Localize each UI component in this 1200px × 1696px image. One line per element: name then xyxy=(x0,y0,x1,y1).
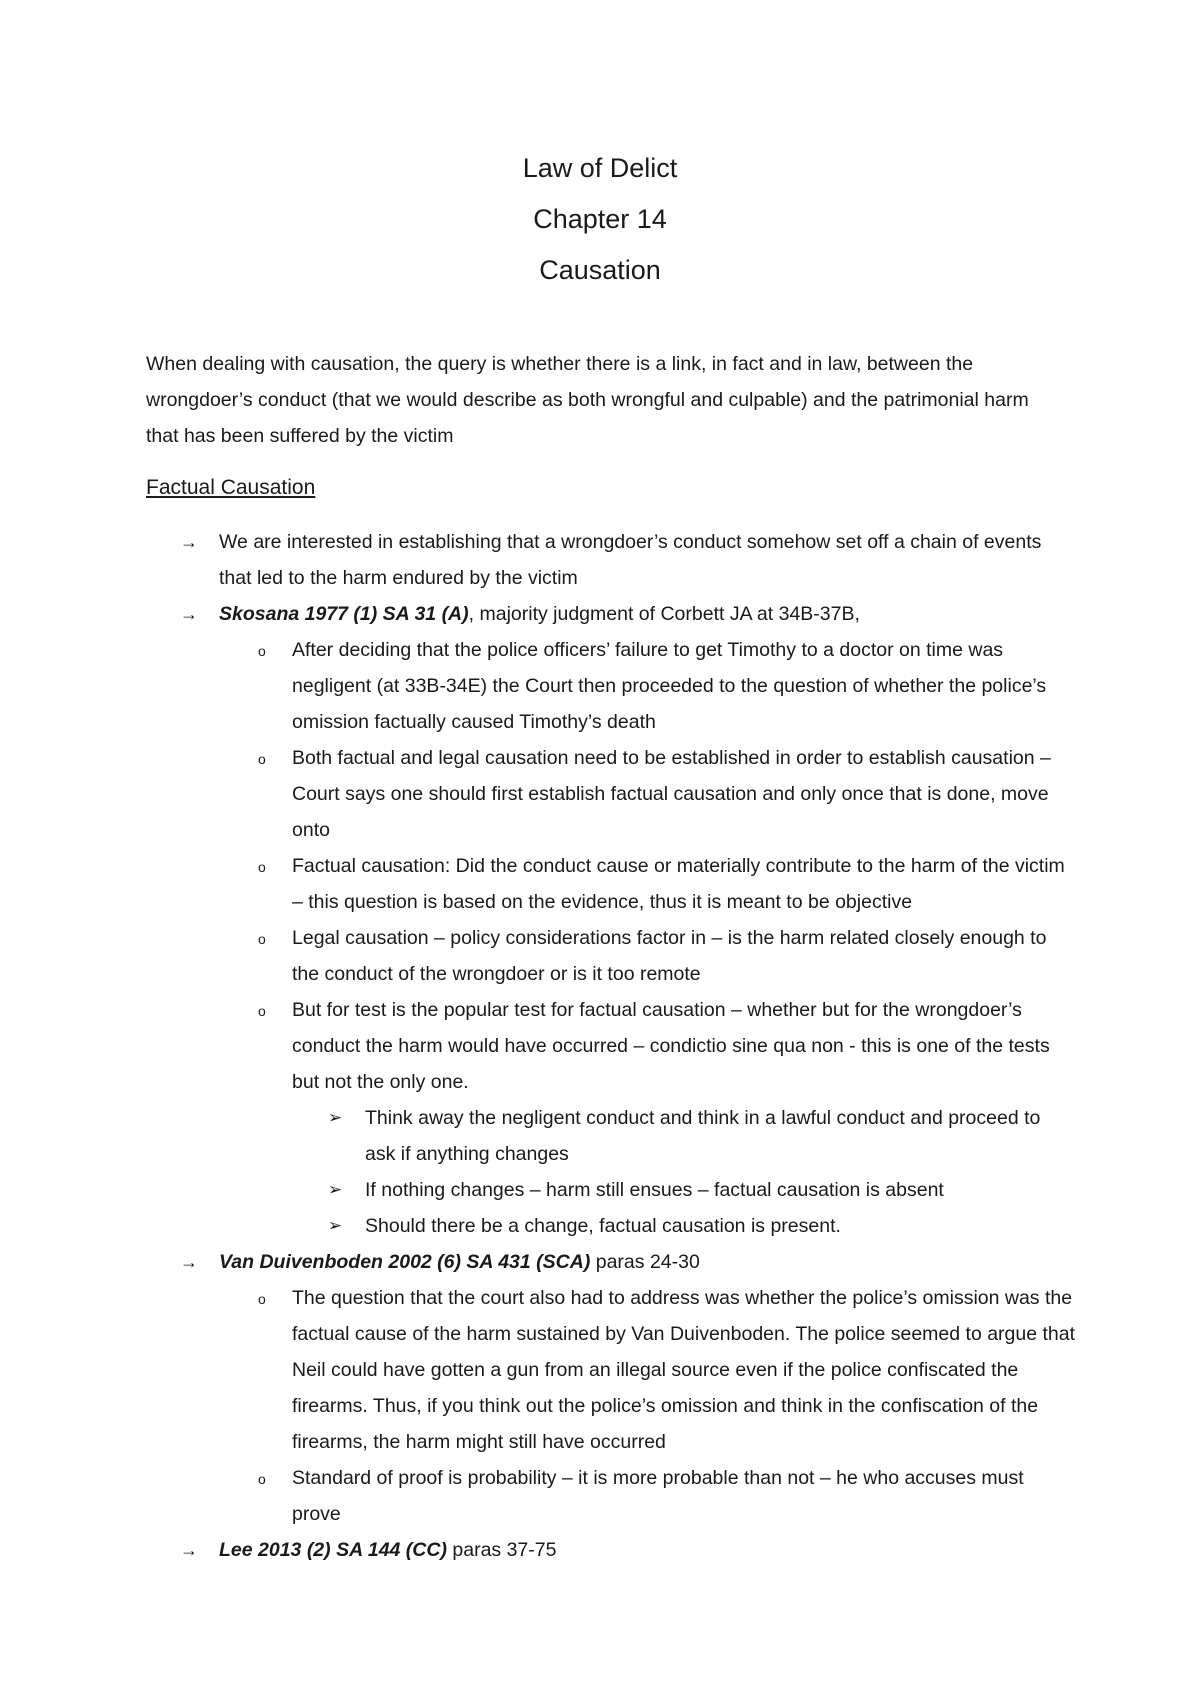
circle-bullet-icon: o xyxy=(258,751,266,767)
sub-sub-list-item xyxy=(146,1100,1076,1172)
case-citation: Skosana 1977 (1) SA 31 (A) xyxy=(219,603,469,625)
arrow-bullet-icon: → xyxy=(180,1540,198,1560)
sub-sub-item-text: Should there be a change, factual causation is present. xyxy=(365,1215,841,1237)
bullet-text: paras 37-75 xyxy=(446,1539,557,1561)
circle-bullet-icon: o xyxy=(258,1291,266,1307)
sub-sub-list-item xyxy=(146,1172,1076,1208)
bullet-text: , majority judgment of Corbett JA at 34B-37B, xyxy=(468,603,860,625)
circle-bullet-icon: o xyxy=(258,859,266,875)
sub-list-item xyxy=(146,848,1076,920)
title-block xyxy=(0,143,1200,296)
list-item xyxy=(146,1244,1076,1280)
case-citation: Van Duivenboden 2002 (6) SA 431 (SCA) xyxy=(219,1251,591,1273)
sub-sub-item-text: Think away the negligent conduct and think in a lawful conduct and proceed to ask if anything changes xyxy=(365,1107,1041,1165)
intro-paragraph: When dealing with causation, the query is whether there is a link, in fact and in law, between the wrongdoer’s conduct (that we would describe as both wrongful and culpable) and the patrimonial harm that has been suffered by the victim xyxy=(146,353,1029,447)
sub-list-item xyxy=(146,1280,1076,1460)
sub-sub-list-item xyxy=(146,1208,1076,1244)
sub-item-text: Both factual and legal causation need to be established in order to establish causation – Court says one should first establish factual causation and only once that is done, move onto xyxy=(292,747,1051,841)
outline-list xyxy=(146,524,1076,1568)
sub-sub-item-text: If nothing changes – harm still ensues – factual causation is absent xyxy=(365,1179,944,1201)
topic-title: Causation xyxy=(539,255,661,285)
sub-item-text: After deciding that the police officers’ failure to get Timothy to a doctor on time was negligent (at 33B-34E) the Court then proceeded to the question of whether the police’s omission factually caused Timothy’s death xyxy=(292,639,1047,733)
list-item xyxy=(146,596,1076,632)
chevron-bullet-icon: ➢ xyxy=(328,1108,343,1127)
sub-list-item xyxy=(146,1460,1076,1532)
sub-item-text: Factual causation: Did the conduct cause or materially contribute to the harm of the victim – this question is based on the evidence, thus it is meant to be objective xyxy=(292,855,1065,913)
arrow-bullet-icon: → xyxy=(180,604,198,624)
chapter-title: Chapter 14 xyxy=(533,204,667,234)
section-heading: Factual Causation xyxy=(146,476,316,499)
sub-list-item xyxy=(146,920,1076,992)
chevron-bullet-icon: ➢ xyxy=(328,1180,343,1199)
chevron-bullet-icon: ➢ xyxy=(328,1216,343,1235)
sub-item-text: But for test is the popular test for factual causation – whether but for the wrongdoer’s conduct the harm would have occurred – condictio sine qua non - this is one of the tests but not the only one. xyxy=(292,999,1050,1093)
case-citation: Lee 2013 (2) SA 144 (CC) xyxy=(219,1539,447,1561)
sub-item-text: Legal causation – policy considerations factor in – is the harm related closely enough to the conduct of the wrongdoer or is it too remote xyxy=(292,927,1047,985)
circle-bullet-icon: o xyxy=(258,931,266,947)
bullet-text: paras 24-30 xyxy=(590,1251,700,1273)
circle-bullet-icon: o xyxy=(258,1003,266,1019)
sub-item-text: The question that the court also had to address was whether the police’s omission was the factual cause of the harm sustained by Van Duivenboden. The police seemed to argue that Neil could have gotten a gun from an illegal source even if the police confiscated the firearms. Thus, if you think out the police’s omission and think in the confiscation of the firearms, the harm might still have occurred xyxy=(292,1287,1076,1453)
arrow-bullet-icon: → xyxy=(180,1252,198,1272)
document-title: Law of Delict xyxy=(522,153,678,183)
sub-list-item xyxy=(146,992,1076,1100)
sub-item-text: Standard of proof is probability – it is more probable than not – he who accuses must prove xyxy=(292,1467,1024,1525)
list-item xyxy=(146,524,1076,596)
circle-bullet-icon: o xyxy=(258,1471,266,1487)
sub-list-item xyxy=(146,632,1076,740)
sub-list-item xyxy=(146,740,1076,848)
arrow-bullet-icon: → xyxy=(180,532,198,552)
bullet-text: We are interested in establishing that a wrongdoer’s conduct somehow set off a chain of events that led to the harm endured by the victim xyxy=(219,531,1042,589)
circle-bullet-icon: o xyxy=(258,643,266,659)
list-item xyxy=(146,1532,1076,1568)
